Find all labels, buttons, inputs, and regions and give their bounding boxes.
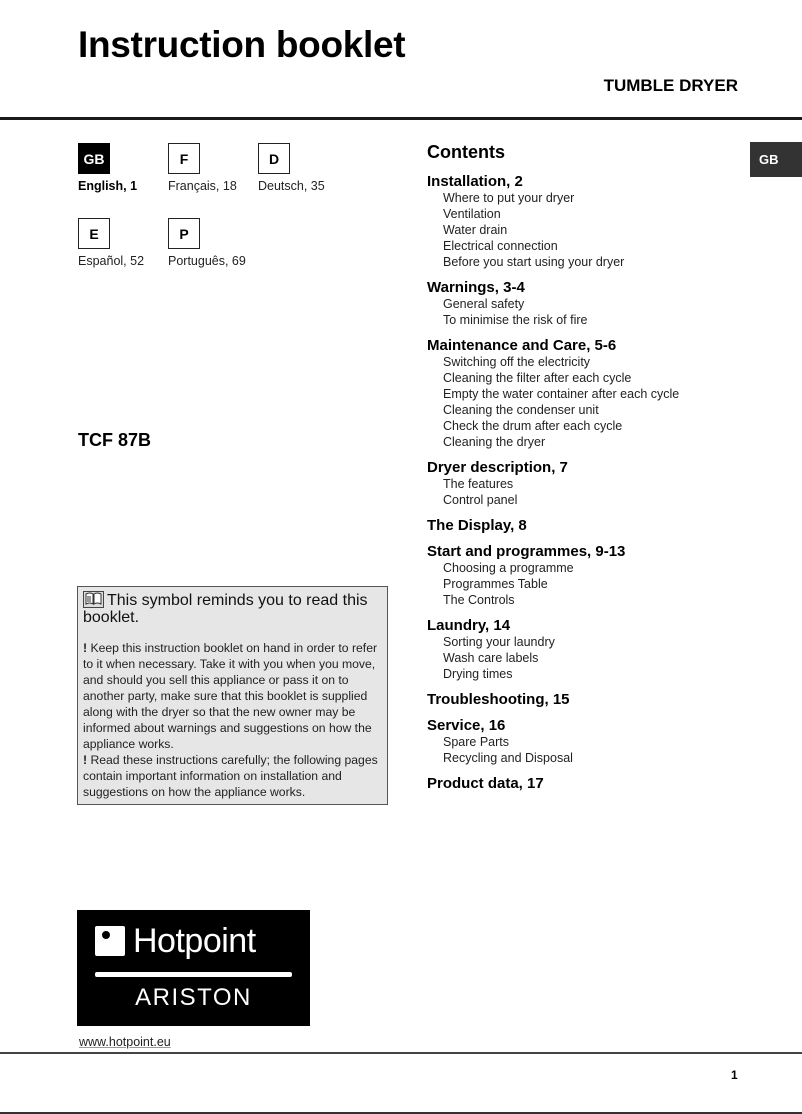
exclamation-icon: ! — [83, 641, 88, 655]
language-label: Español, 52 — [78, 254, 145, 268]
toc-section — [427, 717, 737, 766]
language-code: GB — [78, 143, 110, 174]
toc-item[interactable]: Ventilation — [443, 207, 501, 221]
toc-item[interactable]: Cleaning the condenser unit — [443, 403, 599, 417]
logo-brand: Hotpoint — [133, 922, 256, 960]
toc-section-title[interactable]: Laundry, 14 — [427, 617, 511, 634]
toc-section — [427, 691, 737, 708]
toc-section — [427, 543, 737, 608]
toc-item[interactable]: Electrical connection — [443, 239, 558, 253]
toc-section — [427, 775, 737, 792]
language-label: English, 1 — [78, 179, 138, 193]
logo-sub: ARISTON — [135, 984, 252, 1011]
toc-section-title[interactable]: The Display, 8 — [427, 517, 527, 534]
toc-section-title[interactable]: Installation, 2 — [427, 173, 523, 190]
language-label: Français, 18 — [168, 179, 237, 193]
toc-section — [427, 337, 737, 450]
book-icon — [83, 591, 104, 608]
page-title: Instruction booklet — [78, 24, 406, 65]
toc-item[interactable]: Drying times — [443, 667, 513, 681]
toc-item[interactable]: Switching off the electricity — [443, 355, 591, 369]
toc-item[interactable]: Control panel — [443, 493, 518, 507]
language-code: F — [168, 143, 200, 174]
hotpoint-logo-icon — [95, 926, 125, 956]
language-label: Português, 69 — [168, 254, 246, 268]
toc-item[interactable]: Programmes Table — [443, 577, 548, 591]
exclamation-icon: ! — [83, 753, 88, 767]
website-link[interactable]: www.hotpoint.eu — [79, 1035, 171, 1049]
toc-item[interactable]: Sorting your laundry — [443, 635, 555, 649]
language-code: P — [168, 218, 200, 249]
product-type: TUMBLE DRYER — [603, 76, 738, 95]
toc-section — [427, 279, 737, 328]
language-side-tab: GB — [750, 142, 802, 177]
toc-item[interactable]: Cleaning the dryer — [443, 435, 546, 449]
notice-heading: This symbol reminds you to read this booklet. — [83, 592, 368, 626]
language-e[interactable] — [78, 218, 168, 268]
model-number: TCF 87B — [78, 430, 152, 450]
footer-divider — [0, 1052, 802, 1054]
toc-section-title[interactable]: Start and programmes, 9-13 — [427, 543, 626, 560]
language-p[interactable] — [168, 218, 258, 268]
toc-item[interactable]: The Controls — [443, 593, 515, 607]
contents-heading: Contents — [427, 142, 505, 162]
toc-section-title[interactable]: Maintenance and Care, 5-6 — [427, 337, 617, 354]
toc-section-title[interactable]: Product data, 17 — [427, 775, 544, 792]
notice-paragraph: ! Read these instructions carefully; the following pages contain important information on installation and suggestions on how the appliance works. — [83, 753, 378, 799]
toc-item[interactable]: Wash care labels — [443, 651, 539, 665]
language-f[interactable] — [168, 143, 258, 193]
toc-section-title[interactable]: Service, 16 — [427, 717, 506, 734]
language-gb[interactable] — [78, 143, 168, 193]
toc-item[interactable]: Water drain — [443, 223, 508, 237]
toc-item[interactable]: Spare Parts — [443, 735, 510, 749]
toc-item[interactable]: Recycling and Disposal — [443, 751, 573, 765]
header-divider — [0, 117, 802, 120]
toc-item[interactable]: The features — [443, 477, 514, 491]
notice-paragraph: ! Keep this instruction booklet on hand in order to refer to it when necessary. Take it with you when you move, and should you sell this appliance or pass it on to another party, make sure that this booklet is supplied along with the dryer so that the new owner may be informed about warnings and suggestions on how the appliance works. — [83, 641, 378, 751]
page-number: 1 — [731, 1068, 738, 1082]
language-label: Deutsch, 35 — [258, 179, 325, 193]
toc-item[interactable]: General safety — [443, 297, 525, 311]
brand-logo — [77, 910, 310, 1026]
toc-section — [427, 459, 737, 508]
language-d[interactable] — [258, 143, 348, 193]
toc-item[interactable]: Check the drum after each cycle — [443, 419, 623, 433]
toc-item[interactable]: Cleaning the filter after each cycle — [443, 371, 632, 385]
toc-item[interactable]: Empty the water container after each cycle — [443, 387, 680, 401]
language-code: D — [258, 143, 290, 174]
toc-item[interactable]: To minimise the risk of fire — [443, 313, 588, 327]
logo-divider — [95, 972, 292, 977]
read-booklet-notice — [77, 586, 388, 805]
toc-section — [427, 617, 737, 682]
toc-section-title[interactable]: Dryer description, 7 — [427, 459, 568, 476]
toc-item[interactable]: Choosing a programme — [443, 561, 574, 575]
toc-section-title[interactable]: Warnings, 3-4 — [427, 279, 525, 296]
toc-section — [427, 173, 737, 270]
toc-section — [427, 517, 737, 534]
toc-item[interactable]: Where to put your dryer — [443, 191, 575, 205]
language-code: E — [78, 218, 110, 249]
table-of-contents — [427, 141, 737, 801]
toc-item[interactable]: Before you start using your dryer — [443, 255, 625, 269]
toc-section-title[interactable]: Troubleshooting, 15 — [427, 691, 570, 708]
